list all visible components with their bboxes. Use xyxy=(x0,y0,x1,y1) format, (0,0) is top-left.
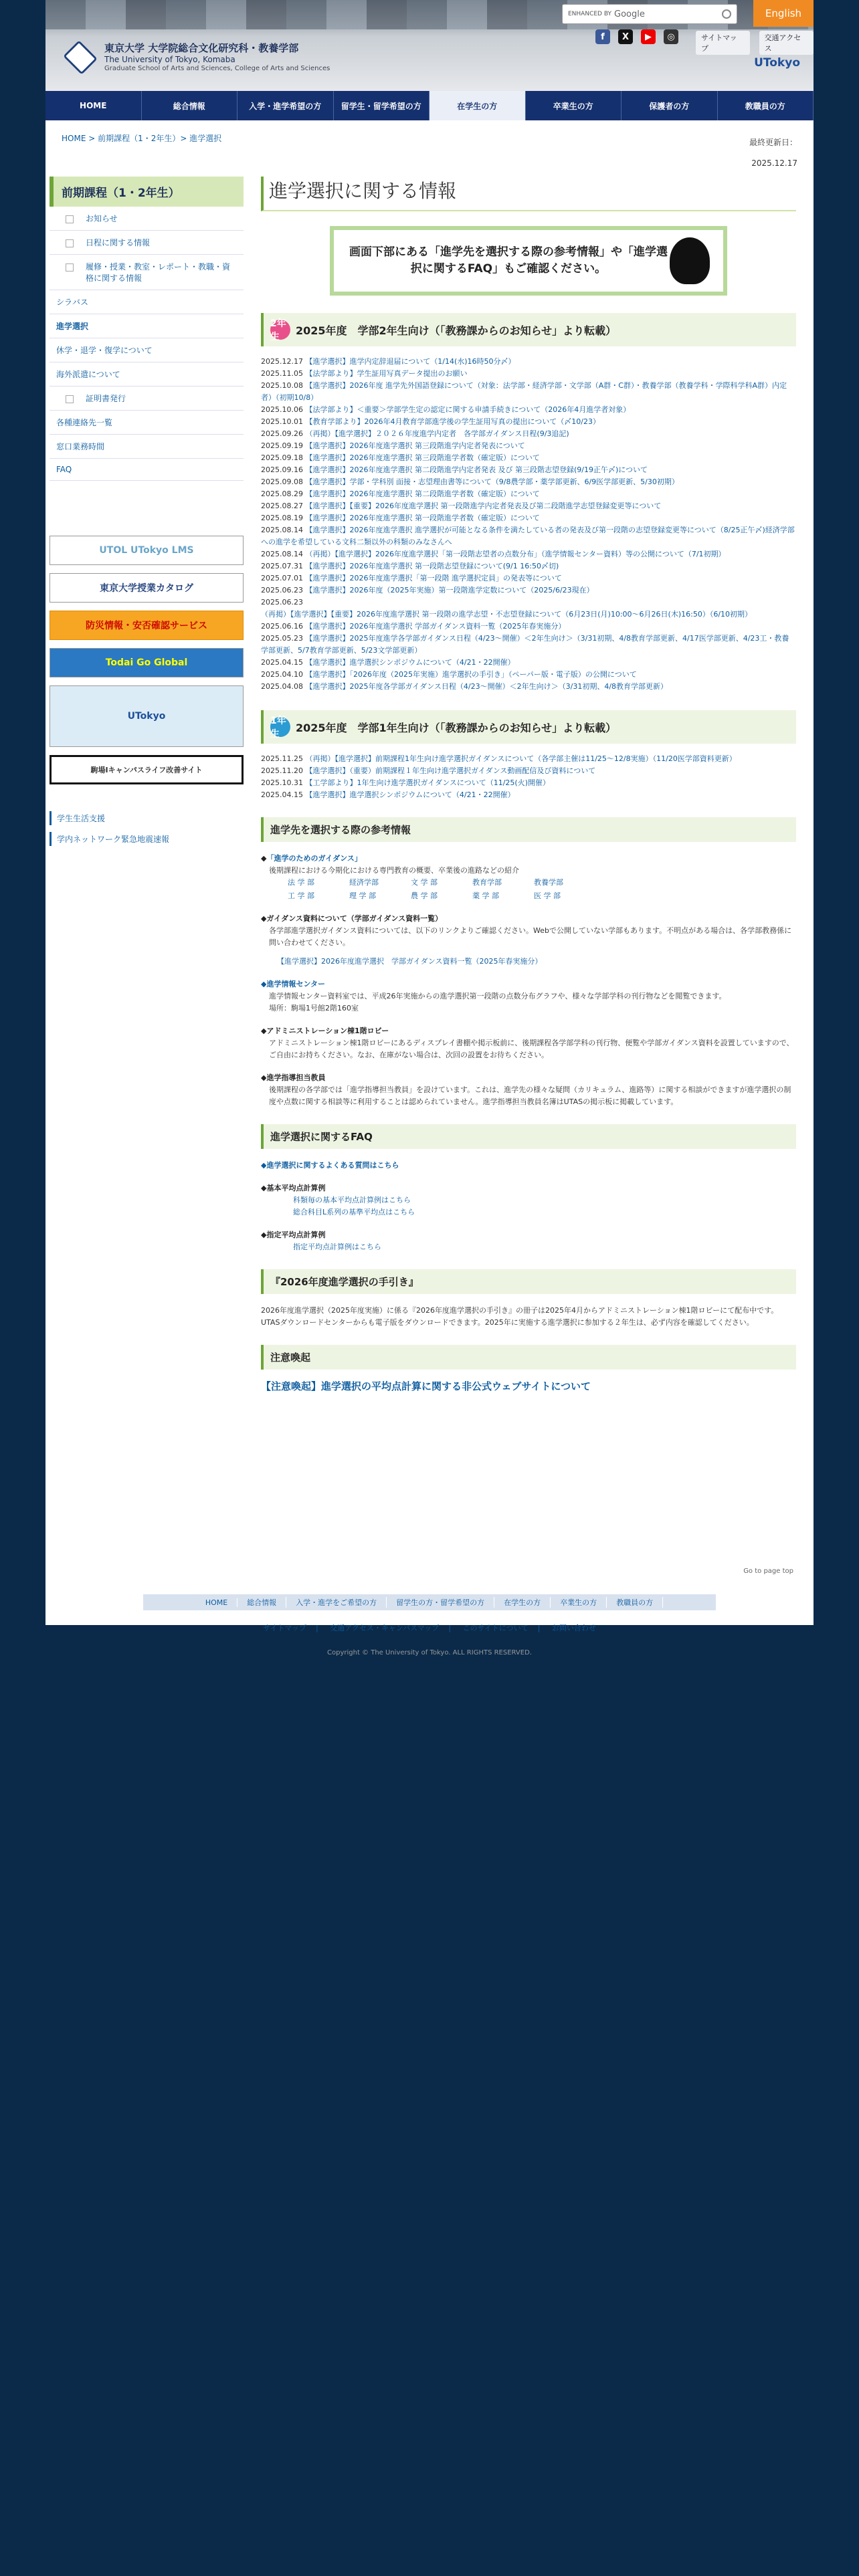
sidebar-item-news[interactable]: お知らせ xyxy=(50,207,244,231)
faculty-links xyxy=(261,877,796,902)
sidebar-item-schedule[interactable]: 日程に関する情報 xyxy=(50,231,244,255)
youtube-icon[interactable]: ▶ xyxy=(641,29,656,44)
footer-nav-admission[interactable]: 入学・進学をご希望の方 xyxy=(286,1597,387,1608)
gnav-staff[interactable]: 教職員の方 xyxy=(718,91,814,120)
news-item[interactable] xyxy=(261,428,796,440)
english-button[interactable]: English xyxy=(753,0,814,27)
mascot-icon xyxy=(670,237,710,284)
reference-heading: 進学先を選択する際の参考情報 xyxy=(261,817,796,842)
year1-badge: 1年生 xyxy=(270,717,290,737)
disaster-banner[interactable]: 防災情報・安否確認サービス xyxy=(50,611,244,640)
news-date: 2025.11.25 xyxy=(261,754,303,763)
sidebar-title: 前期課程（1・2年生） xyxy=(50,177,244,207)
footer-nav xyxy=(143,1594,716,1610)
admin-title: ◆アドミニストレーション棟1階ロビー xyxy=(261,1027,389,1035)
news-item[interactable] xyxy=(261,476,796,488)
footer-nav-home[interactable]: HOME xyxy=(196,1598,237,1607)
news-date: 2025.09.26 xyxy=(261,429,303,438)
page xyxy=(45,0,814,1656)
news-link[interactable]: 【法学部より】学生証用写真データ提出のお願い xyxy=(305,369,468,378)
news-date: 2025.09.08 xyxy=(261,477,303,486)
news-date: 2025.11.05 xyxy=(261,369,303,378)
top-links xyxy=(696,31,814,55)
news-item[interactable] xyxy=(261,524,796,548)
sidebar-item-syllabus[interactable]: シラバス xyxy=(50,290,244,314)
x-icon[interactable]: X xyxy=(618,29,633,44)
news-item[interactable] xyxy=(261,500,796,512)
news-link[interactable]: （再掲）【進学選択】２０２６年度進学内定者 各学部ガイダンス日程(9/3追記) xyxy=(305,429,569,438)
news-item[interactable] xyxy=(261,633,796,657)
news-link[interactable]: 【進学選択】2026年度進学選択 第三段階進学者数（確定版）について xyxy=(305,453,540,462)
news-item[interactable] xyxy=(261,584,796,597)
handbook-heading: 『2026年度進学選択の手引き』 xyxy=(261,1269,796,1294)
news-date: 2025.06.23 xyxy=(261,598,303,607)
notice-text: 画面下部にある「進学先を選択する際の参考情報」や「進学選択に関するFAQ」もご確認ください。 xyxy=(349,245,668,276)
faculty-letters-link[interactable]: 文 学 部 xyxy=(411,878,438,887)
gnav-current-students[interactable]: 在学生の方 xyxy=(430,91,526,120)
guidance-desc: 後期課程における今期化における専門教育の概要、卒業後の進路などの紹介 xyxy=(269,866,519,875)
news-item[interactable] xyxy=(261,464,796,476)
news-item[interactable] xyxy=(261,548,796,560)
designated-average-link[interactable]: 指定平均点計算例はこちら xyxy=(293,1243,381,1251)
news-item[interactable] xyxy=(261,621,796,633)
section-year2-title: 2025年度 学部2年生向け（「教務課からのお知らせ」より転載） xyxy=(296,324,617,337)
basic-average-link[interactable]: 科類毎の基本平均点計算例はこちら xyxy=(293,1196,411,1204)
search-label: ENHANCED BY xyxy=(568,11,612,17)
news-date: 2025.07.01 xyxy=(261,574,303,582)
news-item[interactable] xyxy=(261,380,796,404)
faculty-law-link[interactable]: 法 学 部 xyxy=(288,878,314,887)
news-item[interactable] xyxy=(261,681,796,693)
page-top-link[interactable]: Go to page top xyxy=(743,1568,793,1575)
sidebar-item-faq[interactable]: FAQ xyxy=(50,459,244,481)
news-item[interactable] xyxy=(261,404,796,416)
faculty-arts-sciences-link[interactable]: 教養学部 xyxy=(534,878,563,887)
news-date: 2025.06.23 xyxy=(261,586,303,595)
news-item[interactable] xyxy=(261,572,796,584)
news-item[interactable] xyxy=(261,777,796,789)
access-link[interactable]: 交通アクセス xyxy=(759,31,814,55)
gnav-parents[interactable]: 保護者の方 xyxy=(622,91,718,120)
news-date: 2025.10.31 xyxy=(261,778,303,787)
news-link[interactable]: （再掲）【進学選択】【重要】2026年度進学選択 第一段階の進学志望・不志望登録について（6月23日(月)10:00〜6月26日(木)16:50）（6/10初期） xyxy=(261,610,753,619)
news-date: 2025.09.18 xyxy=(261,453,303,462)
news-link[interactable]: 【進学選択】2025年度各学部ガイダンス日程（4/23〜開催）＜2年生向け＞（3/31初期、4/8教育学部更新） xyxy=(305,682,668,691)
news-item[interactable] xyxy=(261,657,796,669)
news-date: 2025.10.08 xyxy=(261,381,303,390)
news-link[interactable]: 【進学選択】2026年度進学選択 第二段階進学者数（確定版）について xyxy=(305,490,540,498)
social-links xyxy=(595,29,678,44)
notice-banner xyxy=(330,226,727,296)
footer-nav-general[interactable]: 総合情報 xyxy=(237,1597,286,1608)
site-subname-en: Graduate School of Arts and Sciences, College of Arts and Sciences xyxy=(104,64,330,72)
sidebar-item-certificate[interactable]: 証明書発行 xyxy=(50,387,244,411)
search-brand: Google xyxy=(614,9,645,19)
basic-average-title: ◆基本平均点計算例 xyxy=(261,1184,326,1192)
news-item[interactable] xyxy=(261,560,796,572)
guidance-link[interactable]: 「進学のためのガイダンス」 xyxy=(266,854,362,863)
news-item[interactable] xyxy=(261,440,796,452)
header xyxy=(45,0,814,91)
news-date: 2025.12.17 xyxy=(261,357,303,366)
admin-text: アドミニストレーション棟1階ロビーにあるディスプレイ書棚や掲示板前に、後期課程各学部学科の刊行物、便覧や学部ガイダンス資料を設置していますので、ご自由にお持ちください。なお、在庫がない場合は、次回の設置をお待ちください。 xyxy=(269,1039,794,1059)
news-date: 2025.09.16 xyxy=(261,465,303,474)
footer-contact-link[interactable]: お問い合わせ xyxy=(551,1624,596,1632)
global-nav xyxy=(45,91,814,120)
caution-link[interactable]: 【注意喚起】進学選択の平均点計算に関する非公式ウェブサイトについて xyxy=(261,1380,591,1392)
news-link[interactable]: 【進学選択】2025年度進学各学部ガイダンス日程（4/23〜開催）＜2年生向け＞（3/31初期、4/8教育学部更新、4/17医学部更新、4/23工・教養学部更新、5/7教育学部更新、5/23文学部更新） xyxy=(261,634,789,655)
news-date: 2025.08.29 xyxy=(261,490,303,498)
news-item[interactable] xyxy=(261,488,796,500)
year2-news-list xyxy=(261,356,796,693)
footer-about-link[interactable]: このサイトについて xyxy=(462,1624,529,1632)
news-link[interactable]: 【法学部より】＜重要＞学部学生定の認定に関する申請手続きについて（2026年4月進学者対象） xyxy=(305,405,631,414)
todai-go-global-banner[interactable]: Todai Go Global xyxy=(50,648,244,677)
news-link[interactable]: 【工学部より】1年生向け進学選択ガイダンスについて（11/25(火)開催） xyxy=(305,778,550,787)
news-link[interactable]: 【進学選択】進学選択シンポジウムについて（4/21・22開催） xyxy=(305,658,515,667)
news-date: 2025.08.14 xyxy=(261,526,303,534)
year1-news-list xyxy=(261,753,796,801)
news-date: 2025.09.19 xyxy=(261,441,303,450)
gnav-admission[interactable]: 入学・進学希望の方 xyxy=(237,91,334,120)
gnav-alumni[interactable]: 卒業生の方 xyxy=(526,91,622,120)
center-place: 場所：駒場1号館2階160室 xyxy=(269,1004,359,1012)
sidebar-item-overseas[interactable]: 海外派遣について xyxy=(50,362,244,387)
guide-doc-block xyxy=(261,913,796,968)
guidance-block: ◆「進学のためのガイダンス」 後期課程における今期化における専門教育の概要、卒業後の進路などの紹介 法 学 部 経済学部 文 学 部 教育学部 教養学部 工 学 部 理 学 部 農 学 部 薬 学 部 医 学 部 xyxy=(261,853,796,902)
news-link[interactable]: 【進学選択】2026年度進学選択 第三段階進学内定者発表について xyxy=(305,441,525,450)
last-update xyxy=(749,132,797,174)
advisor-title: ◆進学指導担当教員 xyxy=(261,1073,326,1082)
news-date: 2025.07.31 xyxy=(261,562,303,570)
footer-nav-staff[interactable]: 教職員の方 xyxy=(607,1597,663,1608)
footer-nav-students[interactable]: 在学生の方 xyxy=(494,1597,551,1608)
search-icon[interactable] xyxy=(722,9,731,19)
news-date: 2025.08.14 xyxy=(261,550,303,558)
news-link[interactable]: 【進学選択】「2026年度（2025年実施）進学選択の手引き」（ペーパー版・電子版）の公開について xyxy=(305,670,637,679)
center-text: 進学情報センター資料室では、平成26年実施からの進学選択第一段階の点数分布グラフや、様々な学部学科の刊行物などを閲覧できます。 xyxy=(269,992,727,1000)
news-item[interactable] xyxy=(261,452,796,464)
news-date: 2025.08.27 xyxy=(261,502,303,510)
news-date: 2025.06.16 xyxy=(261,622,303,631)
footer-nav-international[interactable]: 留学生の方・留学希望の方 xyxy=(387,1597,494,1608)
news-link[interactable]: 【進学選択】2026年度 進学先外国語登録について（対象：法学部・経済学部・文学部（A群・C群）・教養学部（教養学科・学際科学科A群）内定者）（初期10/8） xyxy=(261,381,787,402)
news-date: 2025.04.15 xyxy=(261,658,303,667)
sidebar-item-courses[interactable]: 履修・授業・教室・レポート・教職・資格に関する情報 xyxy=(50,255,244,290)
news-link[interactable]: 【進学選択】2026年度進学選択「第一段階 進学選択定員」の発表等について xyxy=(305,574,562,582)
faculty-engineering-link[interactable]: 工 学 部 xyxy=(288,891,314,900)
news-link[interactable]: 【進学選択】進学選択シンポジウムについて（4/21・22開催） xyxy=(305,790,515,799)
advisor-block xyxy=(261,1072,796,1108)
news-date: 2025.04.08 xyxy=(261,682,303,691)
news-date: 2025.05.23 xyxy=(261,634,303,643)
page-title: 進学選択に関する情報 xyxy=(261,177,796,211)
facebook-icon[interactable]: f xyxy=(595,29,610,44)
news-link[interactable]: 【教育学部より】2026年4月教育学部進学後の学生証用写真の提出について（〆10/23） xyxy=(305,417,600,426)
sitemap-link[interactable]: サイトマップ xyxy=(696,31,750,55)
news-date: 2025.10.06 xyxy=(261,405,303,414)
year2-badge: 2年生 xyxy=(270,320,290,340)
utokyo-logo[interactable]: UTokyo xyxy=(754,56,800,70)
news-link[interactable]: 【進学選択】（重要）前期課程１年生向け進学選択ガイダンス動画配信及び資料について xyxy=(305,766,596,775)
faq-link[interactable]: ◆進学選択に関するよくある質問はこちら xyxy=(261,1161,399,1170)
site-logo[interactable] xyxy=(62,41,330,74)
course-catalogue-banner[interactable]: 東京大学授業カタログ xyxy=(50,573,244,603)
student-support-link[interactable]: 学生生活支援 xyxy=(50,811,244,825)
news-item[interactable] xyxy=(261,597,796,621)
sidebar-item-leave[interactable]: 休学・退学・復学について xyxy=(50,338,244,362)
news-date: 2025.04.15 xyxy=(261,790,303,799)
logo-mark-icon xyxy=(63,40,97,74)
gnav-general[interactable]: 総合情報 xyxy=(142,91,238,120)
news-link[interactable]: 【進学選択】2026年度（2025年実施）第一段階進学定数について（2025/6/23現在） xyxy=(305,586,594,595)
footer-sitemap-link[interactable]: サイトマップ xyxy=(263,1624,306,1632)
utokyo-sns-banner[interactable]: UTokyo xyxy=(50,685,244,747)
news-date: 2025.04.10 xyxy=(261,670,303,679)
news-link[interactable]: 【進学選択】2026年度進学選択 学部ガイダンス資料一覧（2025年春実施分） xyxy=(305,622,566,631)
gnav-home[interactable]: HOME xyxy=(45,91,142,120)
news-item[interactable] xyxy=(261,368,796,380)
news-item[interactable] xyxy=(261,512,796,524)
news-item[interactable] xyxy=(261,789,796,801)
news-item[interactable] xyxy=(261,669,796,681)
copyright: Copyright © The University of Tokyo. ALL RIGHTS RESERVED. xyxy=(327,1649,532,1656)
faculty-agriculture-link[interactable]: 農 学 部 xyxy=(411,891,438,900)
last-update-label: 最終更新日： xyxy=(749,138,797,147)
l-series-average-link[interactable]: 総合科目L系列の基準平均点はこちら xyxy=(293,1208,415,1216)
news-link[interactable]: 【進学選択】2026年度進学選択 第一段階志望登録について(9/1 16:50〆切) xyxy=(305,562,559,570)
site-name-jp: 東京大学 大学院総合文化研究科・教養学部 xyxy=(104,41,299,54)
news-link[interactable]: 【進学選択】2026年度進学選択 第二段階進学内定者発表 及び 第三段階志望登録(9/19正午〆)について xyxy=(305,465,648,474)
faculty-pharma-link[interactable]: 薬 学 部 xyxy=(472,891,499,900)
gnav-international[interactable]: 留学生・留学希望の方 xyxy=(334,91,430,120)
faculty-economics-link[interactable]: 経済学部 xyxy=(349,878,379,887)
news-link[interactable]: 【進学選択】2026年度進学選択 第一段階進学者数（確定版）について xyxy=(305,514,540,522)
news-date: 2025.11.20 xyxy=(261,766,303,775)
section-year2-heading xyxy=(261,313,796,346)
footer-links: サイトマップ | 交通アクセス・キャンパスマップ | このサイトについて | お問い合わせ xyxy=(45,1622,814,1633)
sidebar-item-hours[interactable]: 窓口業務時間 xyxy=(50,435,244,459)
center-link[interactable]: ◆進学情報センター xyxy=(261,980,326,988)
guide-doc-title: ◆ガイダンス資料について（学部ガイダンス資料一覧） xyxy=(261,914,443,923)
news-item[interactable] xyxy=(261,765,796,777)
footer-access-link[interactable]: 交通アクセス・キャンパスマップ xyxy=(330,1624,440,1632)
earthquake-alert-link[interactable]: 学内ネットワーク緊急地震速報 xyxy=(50,832,244,846)
designated-average-title: ◆指定平均点計算例 xyxy=(261,1230,326,1239)
sidebar xyxy=(50,177,244,853)
news-item[interactable] xyxy=(261,753,796,765)
sidebar-links xyxy=(50,811,244,846)
site-name-en: The University of Tokyo, Komaba xyxy=(104,54,235,64)
news-link[interactable]: 【進学選択】【重要】2026年度進学選択 第一段階進学内定者発表及び第二段階進学志望登録変更等について xyxy=(305,502,662,510)
footer-nav-alumni[interactable]: 卒業生の方 xyxy=(551,1597,607,1608)
news-link[interactable]: （再掲）【進学選択】前期課程1年生向け進学選択ガイダンスについて（各学部主催は11/25〜12/8実施）（11/20医学部資料更新） xyxy=(305,754,737,763)
campus-life-banner[interactable]: 駒場Ⅰキャンパスライフ改善サイト xyxy=(50,755,244,784)
news-link[interactable]: 【進学選択】進学内定辞退届について（1/14(水)16時50分〆） xyxy=(305,357,516,366)
news-date: 2025.10.01 xyxy=(261,417,303,426)
sidebar-item-shingaku[interactable]: 進学選択 xyxy=(50,314,244,338)
caution-heading: 注意喚起 xyxy=(261,1345,796,1370)
news-link[interactable]: 【進学選択】2026年度進学選択 進学選択が可能となる条件を満たしている者の発表及び第一段階の志望登録変更等について（8/25正午〆)経済学部への進学を希望している文科二類以外の科類のみなさんへ xyxy=(261,526,795,546)
faculty-education-link[interactable]: 教育学部 xyxy=(472,878,502,887)
news-item[interactable] xyxy=(261,416,796,428)
news-date: 2025.08.19 xyxy=(261,514,303,522)
section-year1-heading xyxy=(261,710,796,744)
faculty-science-link[interactable]: 理 学 部 xyxy=(349,891,376,900)
faculty-medicine-link[interactable]: 医 学 部 xyxy=(534,891,561,900)
sidebar-item-contacts[interactable]: 各種連絡先一覧 xyxy=(50,411,244,435)
guide-doc-text: 各学部進学選択ガイダンス資料については、以下のリンクよりご確認ください。Webで公開していない学部もあります。不明点がある場合は、各学部教務係に問い合わせてください。 xyxy=(269,926,792,947)
news-link[interactable]: 【進学選択】学部・学科別 面接・志望理由書等について（9/8農学部・薬学部更新、6/9医学部更新、5/30初期） xyxy=(305,477,679,486)
admin-block xyxy=(261,1025,796,1061)
handbook-text: 2026年度進学選択（2025年度実施）に係る『2026年度進学選択の手引き』の冊子は2025年4月からアドミニストレーション棟1階ロビーにて配布中です。UTASダウンロードセンターからも電子版をダウンロードできます。2025年に実施する進学選択に参加する２年生は、必ず内容を確認してください。 xyxy=(261,1306,779,1327)
news-link[interactable]: （再掲）【進学選択】2026年度進学選択「第一段階志望者の点数分布」（進学情報センター資料）等の公開について（7/1初期） xyxy=(305,550,726,558)
search-input[interactable] xyxy=(562,4,737,24)
utol-banner[interactable]: UTOL UTokyo LMS xyxy=(50,536,244,565)
guide-doc-link[interactable]: 【進学選択】2026年度進学選択 学部ガイダンス資料一覧（2025年春実施分） xyxy=(277,957,543,966)
last-update-date: 2025.12.17 xyxy=(751,158,797,169)
main-content xyxy=(261,177,796,1392)
news-item[interactable] xyxy=(261,356,796,368)
faq-heading: 進学選択に関するFAQ xyxy=(261,1124,796,1149)
center-block xyxy=(261,978,796,1014)
advisor-text: 後期課程の各学部では「進学指導担当教員」を設けています。これは、進学先の様々な疑問（カリキュラム、進路等）に関する相談ができますが進学選択の制度や点数に関する相談等に利用することは認められていません。進学指導担当教員名簿はUTASの掲示板に掲載しています。 xyxy=(269,1085,791,1106)
instagram-icon[interactable]: ◎ xyxy=(664,29,678,44)
section-year1-title: 2025年度 学部1年生向け（「教務課からのお知らせ」より転載） xyxy=(296,721,617,734)
breadcrumb[interactable]: HOME > 前期課程（1・2年生）> 進学選択 xyxy=(62,134,222,143)
